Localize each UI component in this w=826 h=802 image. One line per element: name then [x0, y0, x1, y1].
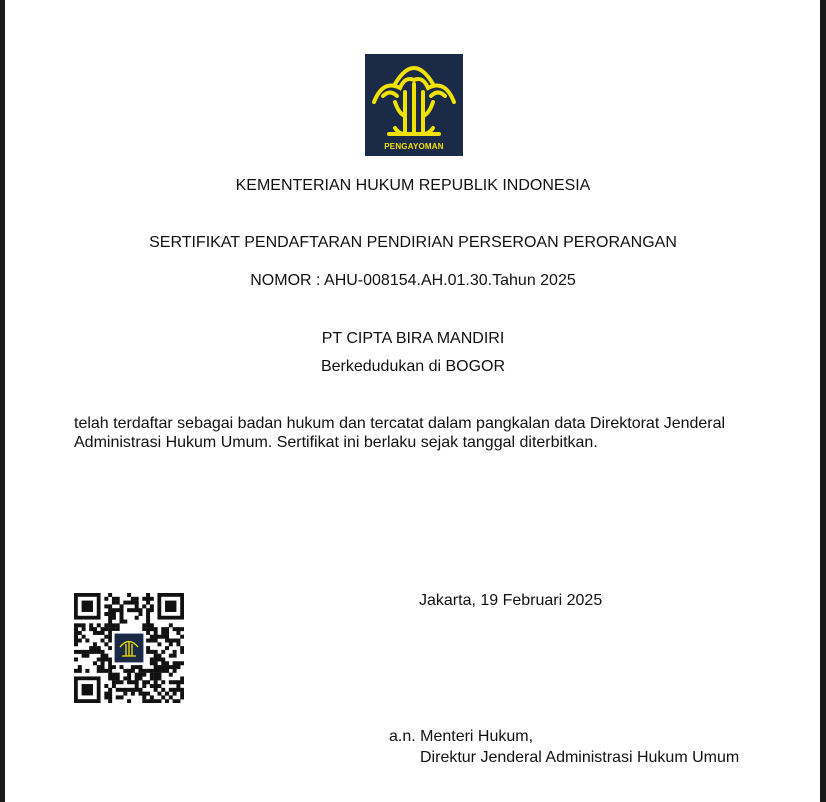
qr-code-icon: [74, 593, 184, 703]
statement-line-1: telah terdaftar sebagai badan hukum dan tercatat dalam pangkalan data Direktorat Jenderal: [74, 415, 726, 432]
certificate-statement: [74, 414, 764, 452]
company-domicile: Berkedudukan di BOGOR: [320, 358, 506, 375]
left-edge-shadow: [0, 0, 5, 802]
verification-qr-code: [74, 593, 184, 703]
place-and-date: Jakarta, 19 Februari 2025: [419, 592, 603, 609]
statement-line-2: Administrasi Hukum Umum. Sertifikat ini berlaku sejak tanggal diterbitkan.: [74, 434, 598, 451]
logo-caption: PENGAYOMAN: [384, 142, 444, 151]
pengayoman-tree-icon: [365, 54, 463, 156]
on-behalf-of: a.n. Menteri Hukum,: [389, 728, 534, 745]
ministry-name: KEMENTERIAN HUKUM REPUBLIK INDONESIA: [235, 177, 591, 194]
certificate-title: SERTIFIKAT PENDAFTARAN PENDIRIAN PERSEROAN PERORANGAN: [149, 234, 677, 251]
company-name: PT CIPTA BIRA MANDIRI: [321, 330, 505, 347]
pengayoman-logo: [365, 54, 463, 156]
certificate-number: NOMOR : AHU-008154.AH.01.30.Tahun 2025: [250, 272, 576, 289]
signatory-title: Direktur Jenderal Administrasi Hukum Umum: [420, 749, 740, 766]
right-edge-shadow: [820, 0, 826, 802]
